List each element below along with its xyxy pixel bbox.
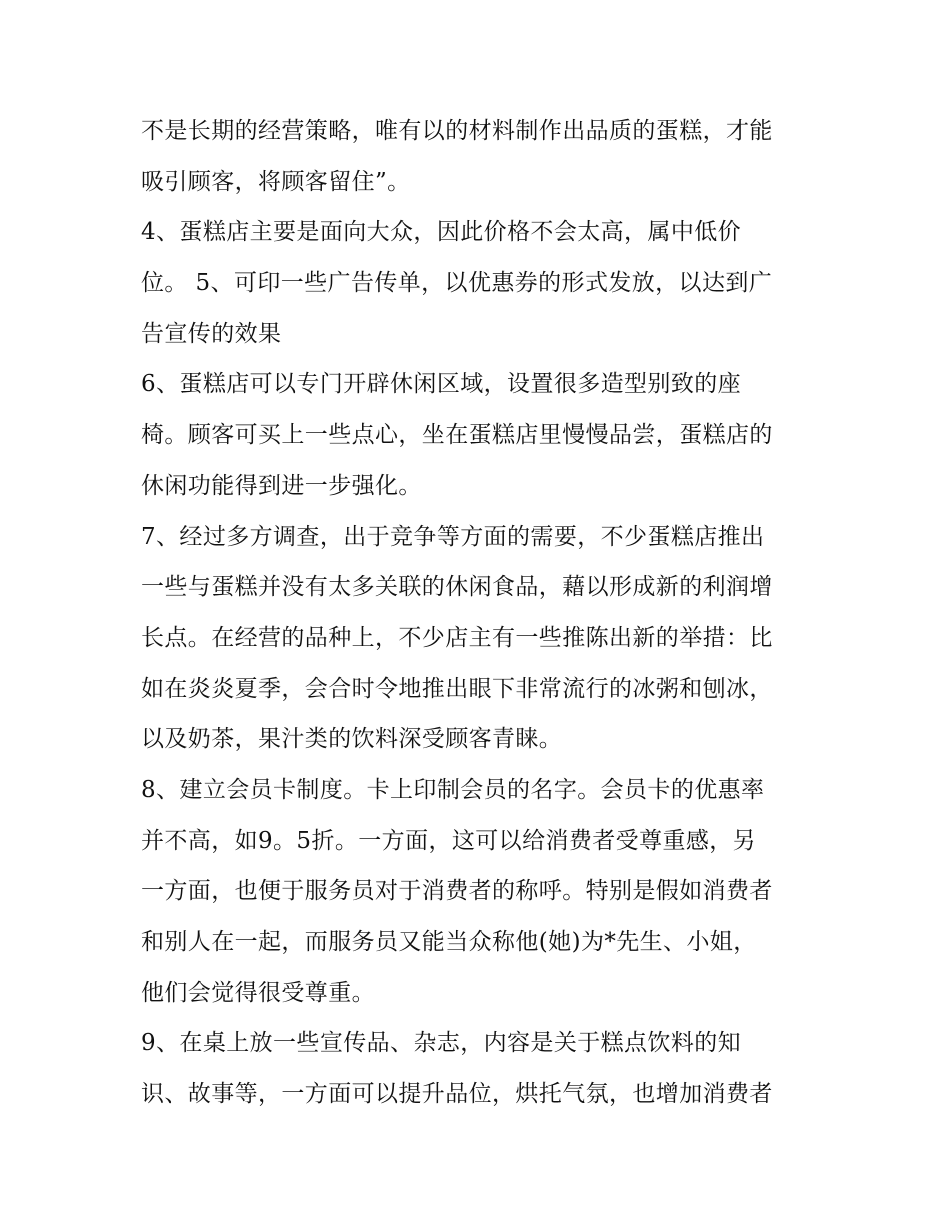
text-line-16: 一方面，也便于服务员对于消费者的称呼。特别是假如消费者 bbox=[141, 878, 773, 905]
text-line-17: 和别人在一起，而服务员又能当众称他(她)为*先生、小姐， bbox=[141, 929, 757, 955]
text-line-10: 一些与蛋糕并没有太多关联的休闲食品，藉以形成新的利润增 bbox=[141, 574, 773, 601]
text-line-13: 以及奶茶，果汁类的饮料深受顾客青睐。 bbox=[141, 726, 563, 753]
text-line-6: 6、蛋糕店可以专门开辟休闲区域，设置很多造型别致的座 bbox=[141, 371, 742, 398]
text-line-7: 椅。顾客可买上一些点心，坐在蛋糕店里慢慢品尝，蛋糕店的 bbox=[141, 422, 773, 449]
text-line-3: 4、蛋糕店主要是面向大众，因此价格不会太高，属中低价 bbox=[141, 219, 742, 246]
text-line-18: 他们会觉得很受尊重。 bbox=[141, 979, 375, 1006]
text-line-20: 识、故事等，一方面可以提升品位，烘托气氛，也增加消费者 bbox=[141, 1081, 773, 1108]
text-line-2: 吸引顾客，将顾客留住”。 bbox=[141, 168, 411, 195]
text-line-1: 不是长期的经营策略，唯有以的材料制作出品质的蛋糕，才能 bbox=[141, 118, 773, 144]
text-line-5: 告宣传的效果 bbox=[141, 320, 282, 347]
text-line-4: 位。 5、可印一些广告传单，以优惠券的形式发放，以达到广 bbox=[141, 270, 773, 297]
text-line-14: 8、建立会员卡制度。卡上印制会员的名字。会员卡的优惠率 bbox=[141, 776, 765, 803]
text-line-9: 7、经过多方调查，出于竞争等方面的需要，不少蛋糕店推出 bbox=[141, 523, 765, 550]
text-line-11: 长点。在经营的品种上，不少店主有一些推陈出新的举措：比 bbox=[141, 624, 773, 651]
text-line-12: 如在炎炎夏季，会合时令地推出眼下非常流行的冰粥和刨冰， bbox=[141, 675, 773, 702]
text-line-19: 9、在桌上放一些宣传品、杂志，内容是关于糕点饮料的知 bbox=[141, 1030, 742, 1057]
text-line-8: 休闲功能得到进一步强化。 bbox=[141, 472, 422, 499]
document-body bbox=[141, 106, 821, 1120]
text-line-15: 并不高，如9。5折。一方面，这可以给消费者受尊重感，另 bbox=[141, 827, 757, 854]
